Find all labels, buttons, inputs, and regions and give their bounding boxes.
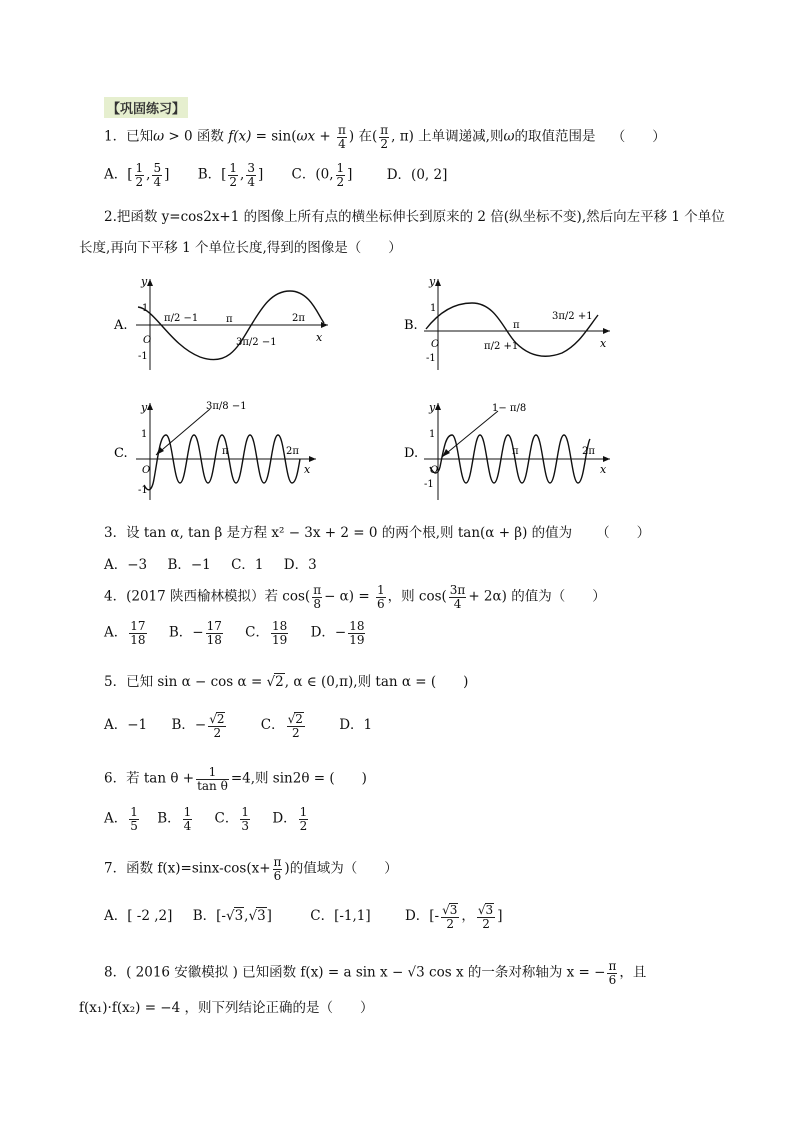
y-label: y xyxy=(141,401,148,414)
tick-pi: π xyxy=(226,314,233,325)
graph-b-label: B. xyxy=(404,318,418,333)
question-3-options xyxy=(104,557,317,573)
y-label: y xyxy=(429,275,436,288)
graph-c-label: C. xyxy=(114,446,128,461)
x-axis-arrow xyxy=(309,456,316,462)
question-6-options xyxy=(104,806,310,832)
origin-label: O xyxy=(430,465,439,476)
graph-a-svg xyxy=(110,275,340,375)
q3-option-c: C．1 xyxy=(231,557,264,573)
question-4: 4．(2017 陕西榆林模拟）若 cos( $\frac{\pi}{8}$ − α) = $\frac{1}{6}$ ，则 cos( $\frac{3\pi}{4}$ + 2α) 的值为（ ） xyxy=(104,583,606,611)
x-label: x xyxy=(304,463,311,476)
q5-option-c: C． $\frac{√2}{2}$ xyxy=(260,712,303,740)
tick-1: 1 xyxy=(142,303,149,314)
question-4-options xyxy=(104,620,367,646)
question-1: 1．已知ω > 0 函数 f(x) = sin(ωx + $\frac{\pi}{4}$ ) 在( $\frac{\pi}{2}$ , π) 上单调递减,则ω的取值范围是 （ ） xyxy=(104,123,666,151)
graph-d-label: D. xyxy=(404,446,419,461)
y-axis-arrow xyxy=(147,279,153,286)
q5-option-a: A．−1 xyxy=(104,717,148,734)
graph-b xyxy=(400,275,630,375)
graph-d xyxy=(400,395,630,505)
q6-option-c: C． $\frac{1}{3}$ xyxy=(214,805,250,833)
y-axis-arrow xyxy=(147,403,153,410)
x-axis-arrow xyxy=(321,322,328,328)
q1-option-d: D．(0, 2] xyxy=(386,166,448,183)
y-axis-arrow xyxy=(435,279,441,286)
q1-option-b: B．[ $\frac{1}{2}$ , $\frac{3}{4}$ ] xyxy=(197,161,264,189)
q7-option-d: D．[- $\frac{√3}{2}$ ， $\frac{√3}{2}$ ] xyxy=(404,903,503,931)
q3-option-d: D．3 xyxy=(283,557,317,573)
y-axis-arrow xyxy=(435,403,441,410)
question-5: 5．已知 sin α − cos α = √2, α ∈ (0,π),则 tan α = ( ) xyxy=(104,674,469,690)
graph-c xyxy=(110,395,340,505)
q5-option-b: B．− $\frac{√2}{2}$ xyxy=(171,712,225,740)
annotation-arrowhead xyxy=(156,447,164,455)
question-1-options xyxy=(104,162,447,188)
question-7-options xyxy=(104,903,502,930)
q3-option-a: A．−3 xyxy=(104,557,148,573)
annotation-2: 3π/2 −1 xyxy=(236,337,277,348)
x-label: x xyxy=(600,463,607,476)
tick-1: 1 xyxy=(429,429,436,440)
q4-option-c: C． $\frac{18}{19}$ xyxy=(245,619,288,647)
question-6: 6．若 tan θ + $\frac{1}{\text{tan θ}}$ =4,则 sin2θ = ( ) xyxy=(104,765,367,793)
x-axis-arrow xyxy=(603,456,610,462)
q4-option-b: B．− $\frac{17}{18}$ xyxy=(168,619,222,647)
origin-label: O xyxy=(143,335,152,346)
question-2-line-2: 长度,再向下平移 1 个单位长度,得到的图像是（ ） xyxy=(79,240,402,256)
q1-option-c: C．(0, $\frac{1}{2}$ ] xyxy=(291,161,353,189)
tick-2pi: 2π xyxy=(286,446,299,457)
q7-option-b: B．[-√3,√3] xyxy=(192,908,272,925)
tick-minus-1: -1 xyxy=(426,353,436,364)
annotation-pointer xyxy=(156,409,210,455)
q7-option-c: C．[-1,1] xyxy=(310,908,371,925)
graph-d-svg xyxy=(400,395,630,505)
x-label: x xyxy=(600,337,607,350)
annotation: 1− π/8 xyxy=(492,403,527,414)
y-label: y xyxy=(141,275,148,288)
annotation-1: π/2 −1 xyxy=(164,313,199,324)
tick-pi: π xyxy=(512,446,519,457)
tick-minus-1: -1 xyxy=(138,485,148,496)
section-heading: 【巩固练习】 xyxy=(104,97,188,118)
q4-option-a: A． $\frac{17}{18}$ xyxy=(104,619,146,647)
q6-option-b: B． $\frac{1}{4}$ xyxy=(157,805,192,833)
q7-option-a: A．[ -2 ,2] xyxy=(104,908,173,925)
tick-minus-1: -1 xyxy=(138,351,148,362)
q5-option-d: D．1 xyxy=(339,717,373,734)
tick-1: 1 xyxy=(141,429,148,440)
tick-pi: π xyxy=(513,320,520,331)
q6-option-d: D． $\frac{1}{2}$ xyxy=(272,805,308,833)
x-label: x xyxy=(316,331,323,344)
q3-option-b: B．−1 xyxy=(167,557,211,573)
annotation: 3π/8 −1 xyxy=(206,401,247,412)
question-5-options xyxy=(104,712,372,739)
tick-2pi: 2π xyxy=(582,446,595,457)
curve xyxy=(144,435,300,490)
annotation-pointer xyxy=(442,411,498,457)
q1-option-a: A．[ $\frac{1}{2}$ , $\frac{5}{4}$ ] xyxy=(104,161,170,189)
tick-2pi: 2π xyxy=(292,313,305,324)
graph-a-label: A. xyxy=(114,318,128,333)
y-label: y xyxy=(429,401,436,414)
graph-c-svg xyxy=(110,395,340,505)
q6-option-a: A． $\frac{1}{5}$ xyxy=(104,805,138,833)
graph-a xyxy=(110,275,340,375)
annotation-1: π/2 +1 xyxy=(484,341,519,352)
question-8-line-2: f(x₁)·f(x₂) = −4 ，则下列结论正确的是（ ） xyxy=(79,1000,374,1016)
question-2-line-1: 2.把函数 y=cos2x+1 的图像上所有点的横坐标伸长到原来的 2 倍(纵坐标不变),然后向左平移 1 个单位 xyxy=(104,209,725,225)
annotation-2: 3π/2 +1 xyxy=(552,311,593,322)
tick-minus-1: -1 xyxy=(424,479,434,490)
tick-pi: π xyxy=(222,446,229,457)
question-8-line-1: 8．( 2016 安徽模拟 ) 已知函数 f(x) = a sin x − √3 cos x 的一条对称轴为 x = − $\frac{\pi}{6}$ ，且 xyxy=(104,959,647,987)
origin-label: O xyxy=(142,465,151,476)
q4-option-d: D．− $\frac{18}{19}$ xyxy=(310,619,365,647)
origin-label: O xyxy=(431,339,440,350)
x-axis-arrow xyxy=(603,328,610,334)
tick-1: 1 xyxy=(430,303,437,314)
question-7: 7．函数 f(x)=sinx-cos(x+ $\frac{\pi}{6}$ )的值域为（ ） xyxy=(104,855,398,883)
graph-b-svg xyxy=(400,275,630,375)
question-3: 3．设 tan α, tan β 是方程 x² − 3x + 2 = 0 的两个根,则 tan(α + β) 的值为 （ ） xyxy=(104,525,651,541)
